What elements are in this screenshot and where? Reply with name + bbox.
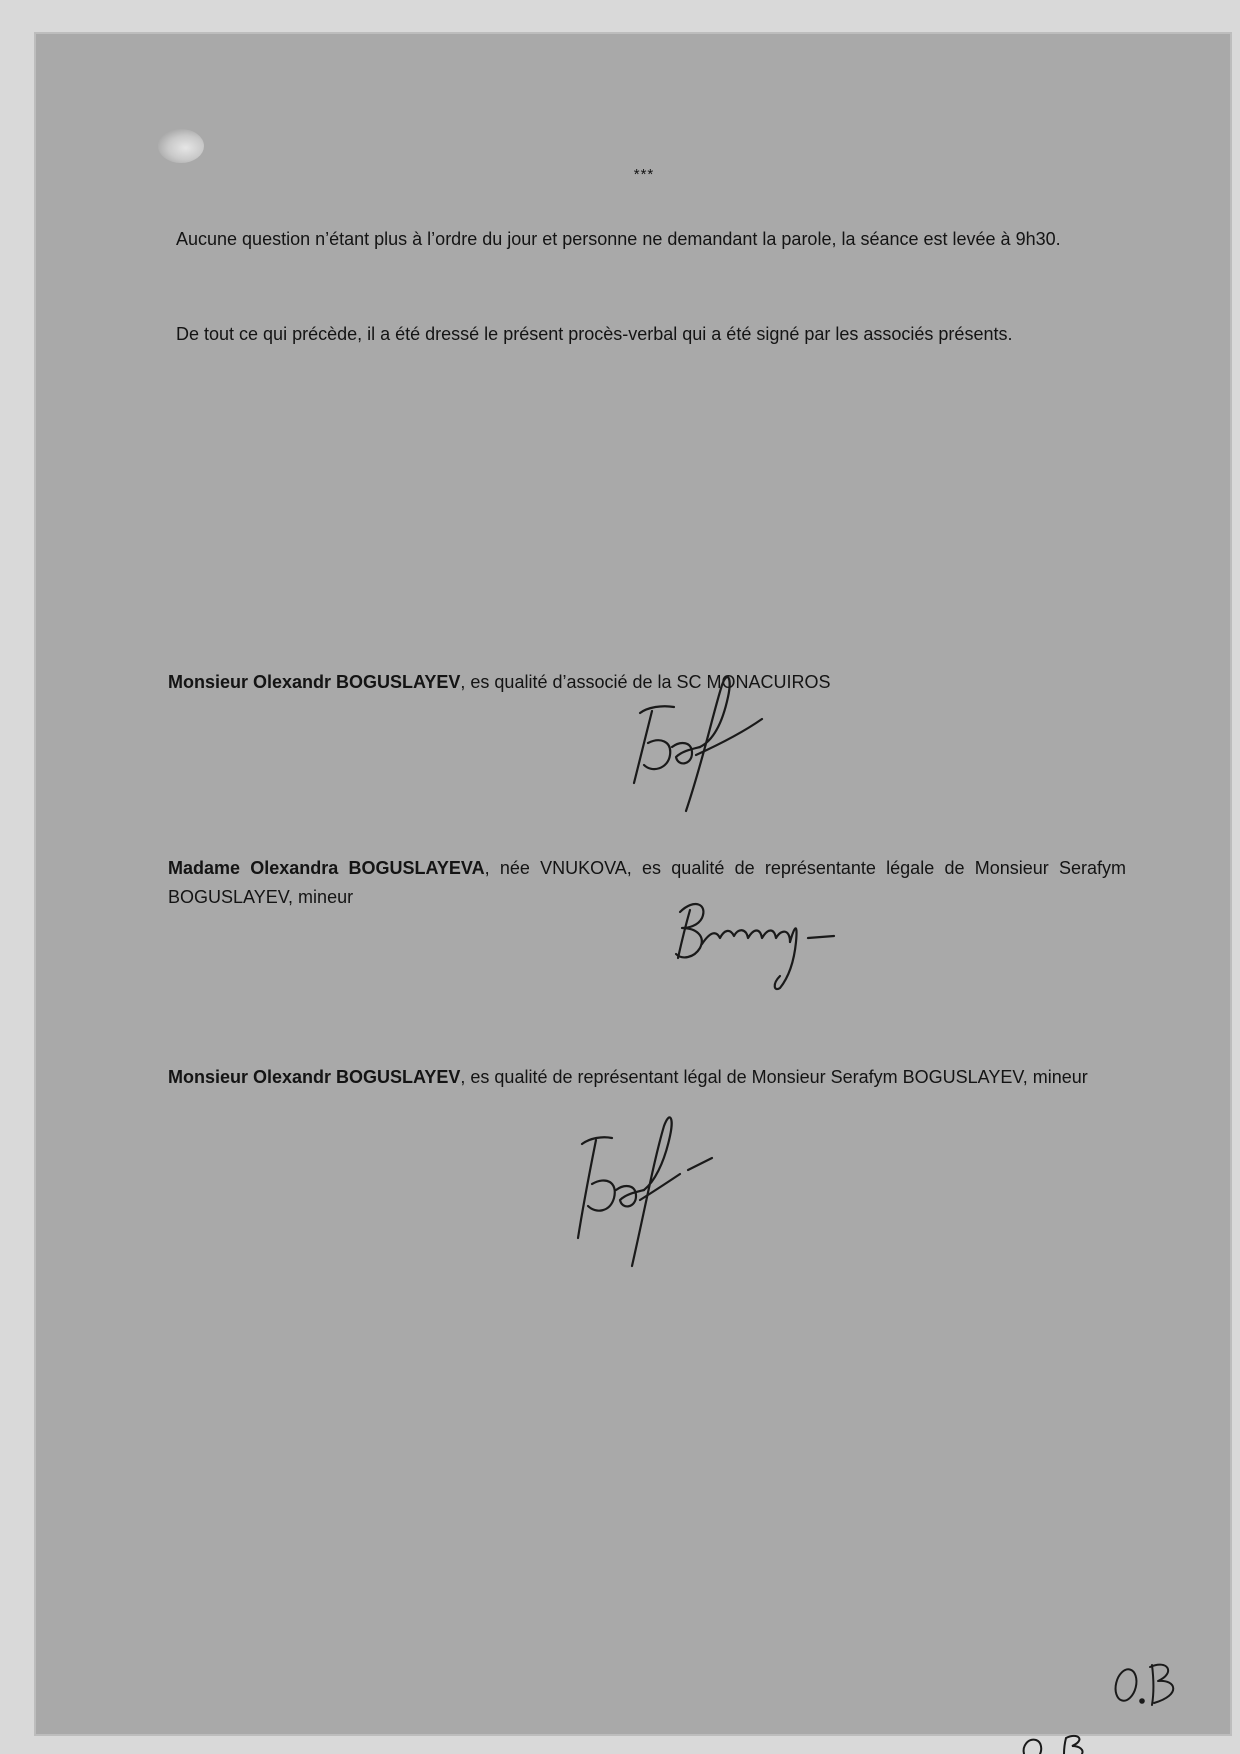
section-separator: ***: [633, 166, 655, 183]
handwritten-signature-1: [600, 655, 800, 815]
signatory-capacity: , née VNUKOVA, es qualité de représentante légale de Monsieur Serafym BOGUSLAYEV, mineur: [168, 858, 1126, 907]
signatory-3: [168, 1063, 1126, 1092]
handwritten-initials: [1110, 1655, 1200, 1715]
signatory-capacity: , es qualité d’associé de la SC MONACUIROS: [460, 672, 831, 692]
handwritten-initials-cut: [1016, 1724, 1096, 1754]
paper-stain: [158, 129, 204, 163]
signatory-name: Monsieur Olexandr BOGUSLAYEV: [168, 1067, 461, 1087]
signatory-2: [168, 854, 1126, 912]
signatory-name: Madame Olexandra BOGUSLAYEVA: [168, 858, 485, 878]
handwritten-signature-3: [540, 1100, 740, 1270]
signatory-capacity: , es qualité de représentant légal de Monsieur Serafym BOGUSLAYEV, mineur: [460, 1067, 1088, 1087]
minutes-paragraph: De tout ce qui précède, il a été dressé le présent procès-verbal qui a été signé par les associés présents.: [176, 324, 1013, 344]
handwritten-signature-2: [668, 888, 868, 998]
closing-paragraph: Aucune question n’étant plus à l’ordre du jour et personne ne demandant la parole, la séance est levée à 9h30.: [176, 229, 1061, 249]
signatory-name: Monsieur Olexandr BOGUSLAYEV: [168, 672, 461, 692]
